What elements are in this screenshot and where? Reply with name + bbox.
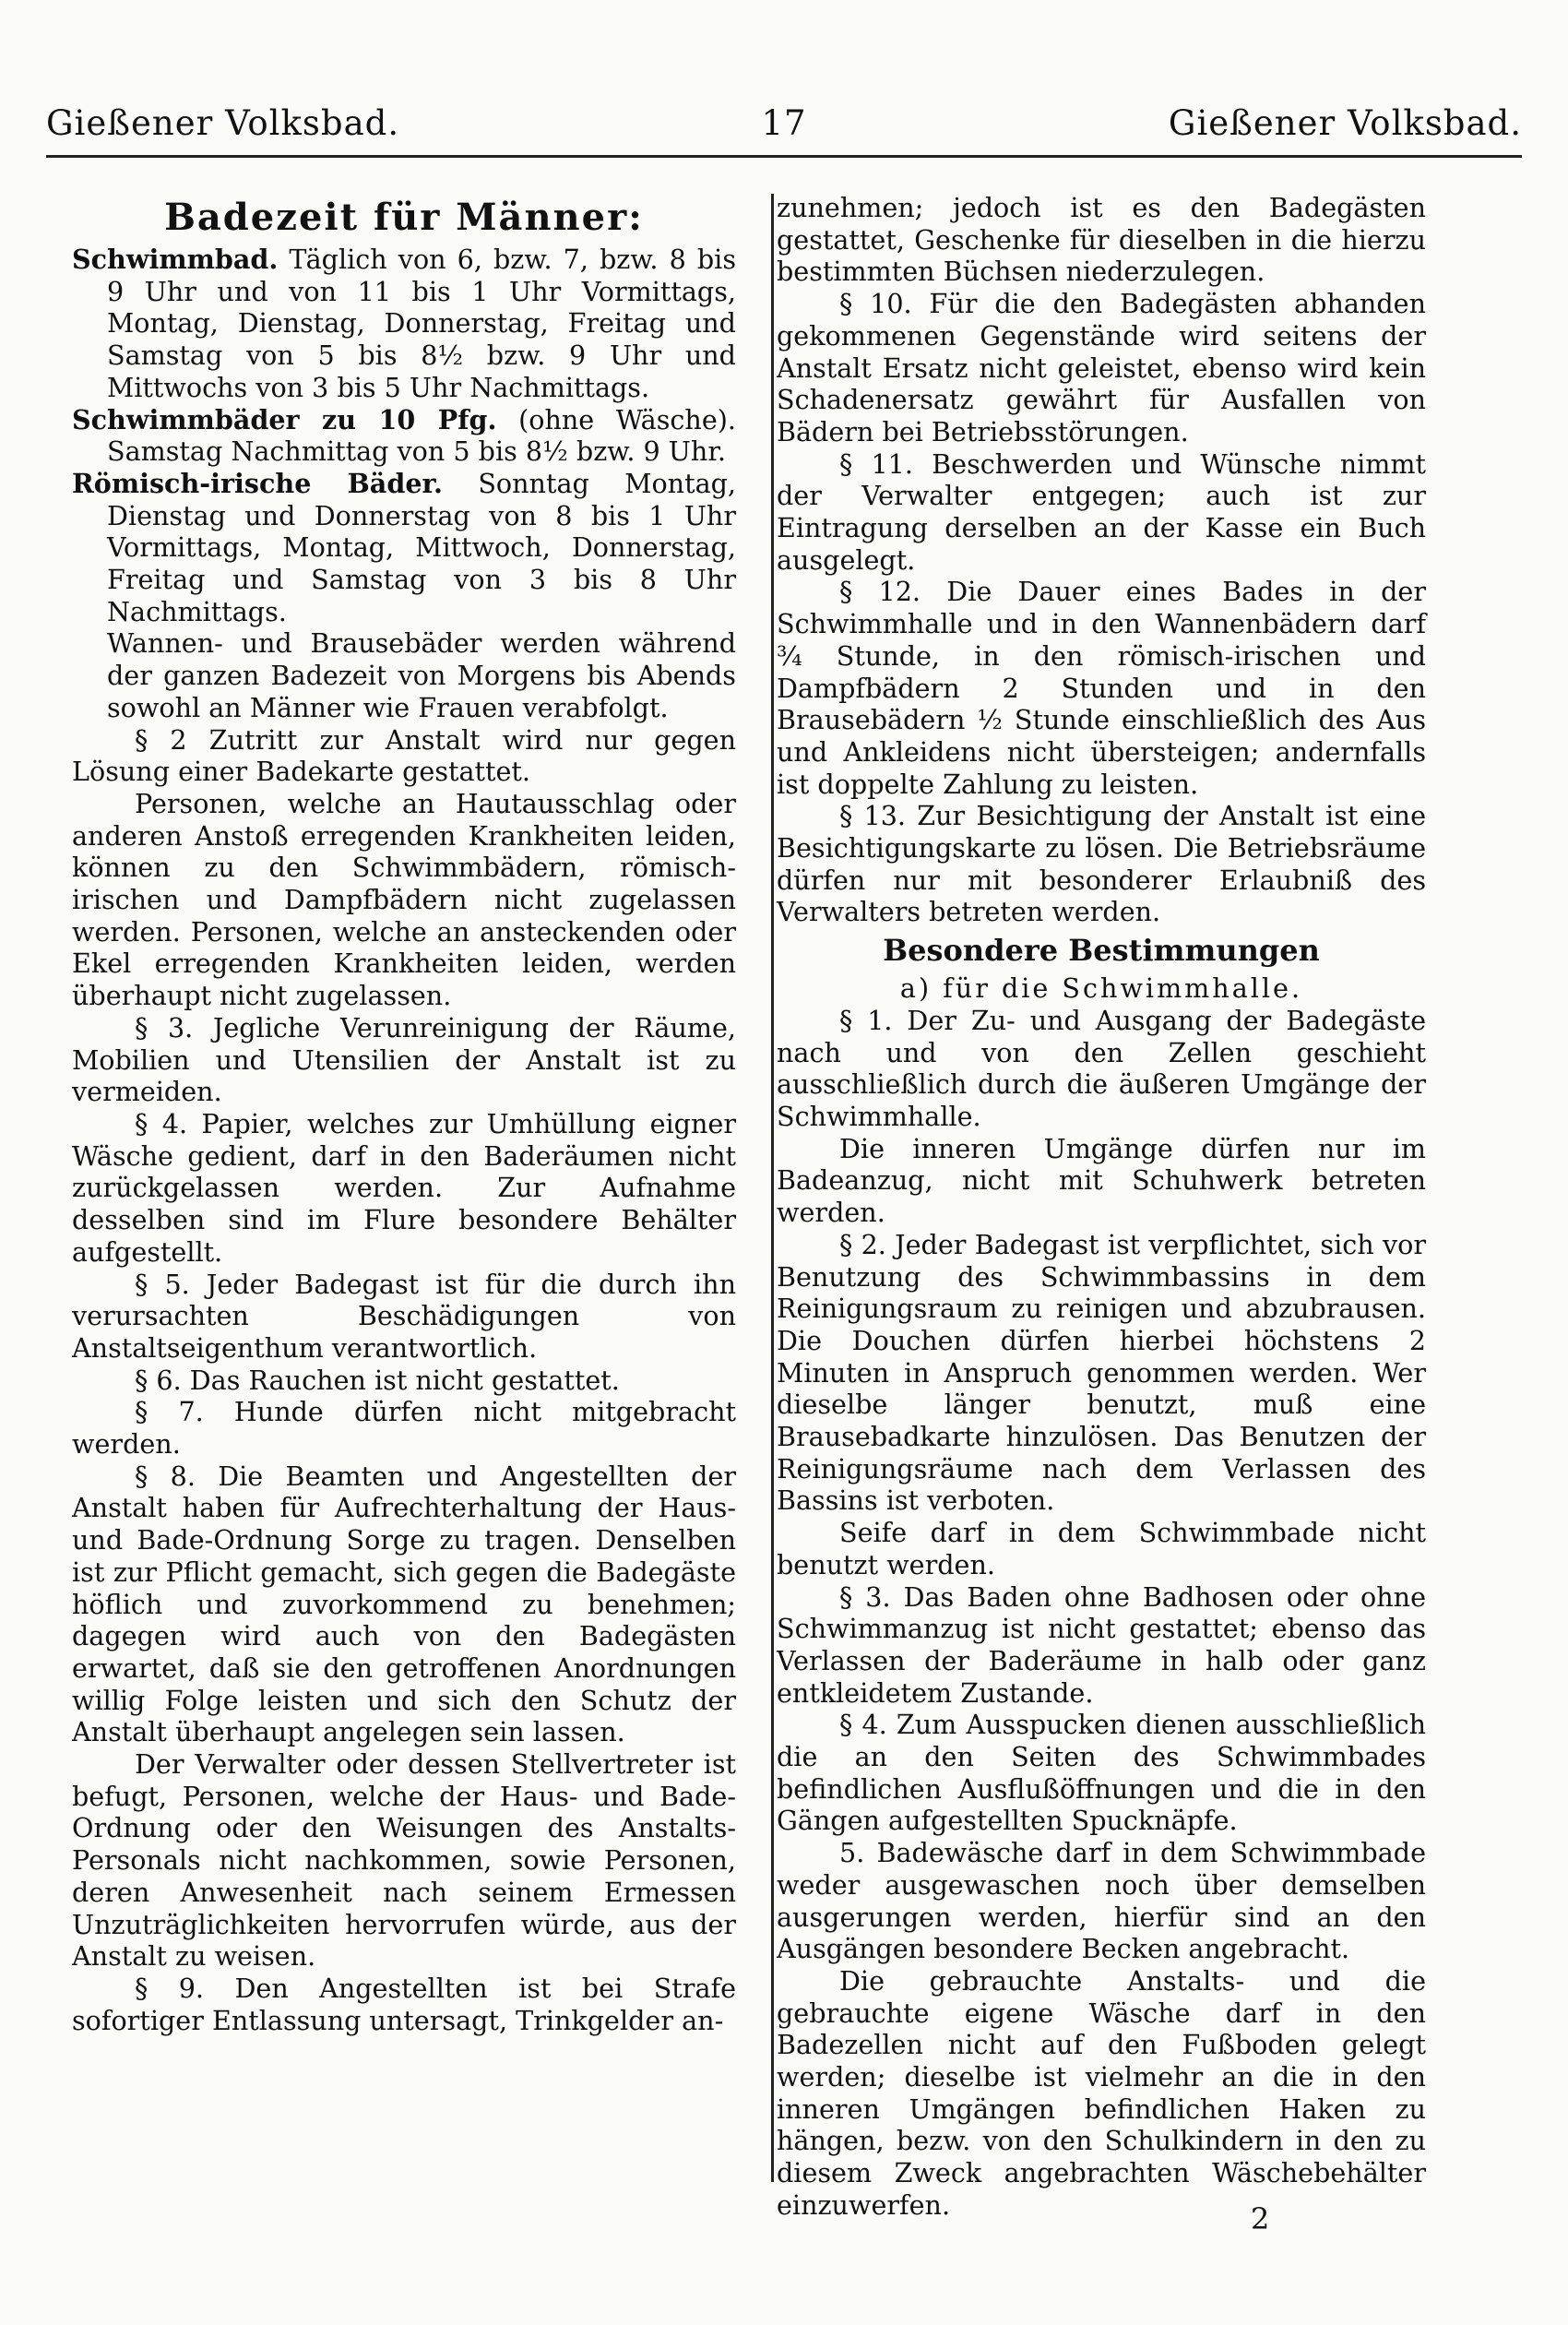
paragraph-9-continued: zunehmen; jedoch ist es den Badegästen gestattet, Geschenke für dieselben in die hierzu bestimmten Büchsen niederzulegen. xyxy=(777,192,1426,288)
paragraph-10: § 10. Für die den Badegästen abhanden gekommenen Gegenstände wird seitens der Anstalt Ersatz nicht geleistet, ebenso wird kein Schadenersatz gewährt für Ausfallen von Bädern bei Betriebsstörungen. xyxy=(777,288,1426,447)
rule-4: § 4. Zum Ausspucken dienen ausschließlich die an den Seiten des Schwimmbades befindlichen Ausflußöffnungen und die in den Gängen aufgestellten Spucknäpfe. xyxy=(777,1709,1426,1837)
paragraph-5: § 5. Jeder Badegast ist für die durch ihn verursachten Beschädigungen von Anstaltseigenthum verantwortlich. xyxy=(72,1268,736,1364)
rule-2b: Seife darf in dem Schwimmbade nicht benutzt werden. xyxy=(777,1517,1426,1580)
section-subtitle-swimhall: a) für die Schwimmhalle. xyxy=(899,972,1303,1005)
roemisch-label: Römisch-irische Bäder. xyxy=(72,467,443,499)
schwimmbad-label: Schwimmbad. xyxy=(72,244,279,275)
paragraph-7: § 7. Hunde dürfen nicht mitgebracht werden. xyxy=(72,1396,736,1461)
paragraph-2b: Personen, welche an Hautausschlag oder anderen Anstoß erregenden Krankheiten leiden, können zu den Schwimmbädern, römisch-irischen und Dampfbädern nicht zugelassen werden. Personen, welche an ansteckenden oder Ekel erregenden Krankheiten leiden, werden überhaupt nicht zugelassen. xyxy=(72,787,736,1012)
paragraph-3: § 3. Jegliche Verunreinigung der Räume, Mobilien und Utensilien der Anstalt ist zu vermeiden. xyxy=(72,1011,736,1108)
header-left-title: Gießener Volksbad. xyxy=(46,103,400,143)
rule-1: § 1. Der Zu- und Ausgang der Badegäste nach und von den Zellen geschieht ausschließlich durch die äußeren Umgänge der Schwimmhalle. xyxy=(777,1004,1426,1132)
paragraph-12: § 12. Die Dauer eines Bades in der Schwimmhalle und in den Wannenbädern darf ¾ Stunde, in den römisch-irischen und Dampfbädern 2 Stunden und in den Brausebädern ½ Stunde einschließlich des Aus und Ankleidens nicht übersteigen; andernfalls ist doppelte Zahlung zu leisten. xyxy=(777,576,1426,800)
rule-5: 5. Badewäsche darf in dem Schwimmbade weder ausgewaschen noch über demselben ausgerungen werden, hierfür sind an den Ausgängen besondere Becken angebracht. xyxy=(777,1837,1426,1965)
paragraph-8b: Der Verwalter oder dessen Stellvertreter ist befugt, Personen, welche der Haus- und Bade-Ordnung oder den Weisungen des Anstalts-Personals nicht nachkommen, sowie Personen, deren Anwesenheit nach seinem Ermessen Unzuträglichkeiten hervorrufen würde, aus der Anstalt zu weisen. xyxy=(72,1748,736,1973)
right-column xyxy=(777,192,1426,2222)
rule-2: § 2. Jeder Badegast ist verpflichtet, sich vor Benutzung des Schwimmbassins in dem Reinigungsraum zu reinigen und abzubrausen. Die Douchen dürfen hierbei höchstens 2 Minuten in Anspruch genommen werden. Wer dieselbe länger benutzt, muß eine Brausebadkarte hinzulösen. Das Benutzen der Reinigungsräume nach dem Verlassen des Bassins ist verboten. xyxy=(777,1228,1426,1517)
rule-1b: Die inneren Umgänge dürfen nur im Badeanzug, nicht mit Schuhwerk betreten werden. xyxy=(777,1132,1426,1229)
wannen-paragraph: Wannen- und Brausebäder werden während der ganzen Badezeit von Morgens bis Abends sowohl an Männer wie Frauen verabfolgt. xyxy=(107,627,736,723)
running-header xyxy=(46,103,1522,149)
roemisch-text: Sonntag Montag, Dienstag und Donnerstag von 8 bis 1 Uhr Vormittags, Montag, Mittwoch, Donnerstag, Freitag und Samstag von 3 bis 8 Uhr Nachmittags. xyxy=(107,467,737,627)
roemisch-entry xyxy=(72,468,736,628)
signature-mark: 2 xyxy=(1251,2201,1270,2236)
paragraph-6: § 6. Das Rauchen ist nicht gestattet. xyxy=(135,1364,620,1396)
rule-3: § 3. Das Baden ohne Badhosen oder ohne Schwimmanzug ist nicht gestattet; ebenso das Verlassen der Baderäume in halb oder ganz entkleidetem Zustande. xyxy=(777,1580,1426,1709)
section-title-men: Badezeit für Männer: xyxy=(164,196,644,239)
rule-5b: Die gebrauchte Anstalts- und die gebrauchte eigene Wäsche darf in den Badezellen nicht auf den Fußboden gelegt werden; dieselbe ist vielmehr an die in den inneren Umgängen befindlichen Haken zu hängen, bezw. von den Schulkindern in den zu diesem Zweck angebrachten Wäschebehälter einzuwerfen. xyxy=(777,1964,1426,2221)
header-right-title: Gießener Volksbad. xyxy=(1168,103,1522,143)
schwimmbaeder-label: Schwimmbäder zu 10 Pfg. xyxy=(72,403,497,435)
schwimmbaeder-entry xyxy=(72,404,736,468)
section-title-special: Besondere Bestimmungen xyxy=(883,933,1320,969)
schwimmbaeder-text: (ohne Wäsche). Samstag Nachmittag von 5 bis 8½ bzw. 9 Uhr. xyxy=(107,403,736,468)
header-rule xyxy=(46,155,1522,158)
paragraph-2: § 2 Zutritt zur Anstalt wird nur gegen Lösung einer Badekarte gestattet. xyxy=(72,723,736,788)
paragraph-8: § 8. Die Beamten und Angestellten der Anstalt haben für Aufrechterhaltung der Haus- und Bade-Ordnung Sorge zu tragen. Denselben ist zur Pflicht gemacht, sich gegen die Badegäste höflich und zuvorkommend zu benehmen; dagegen wird auch von den Badegästen erwartet, daß sie den getroffenen Anordnungen willig Folge leisten und sich den Schutz der Anstalt überhaupt angelegen sein lassen. xyxy=(72,1460,736,1748)
schwimmbad-text: Täglich von 6, bzw. 7, bzw. 8 bis 9 Uhr und von 11 bis 1 Uhr Vormittags, Montag, Dienstag, Donnerstag, Freitag und Samstag von 5 bis 8½ bzw. 9 Uhr und Mittwochs von 3 bis 5 Uhr Nachmittags. xyxy=(107,244,736,403)
column-divider xyxy=(771,194,774,2182)
left-column xyxy=(72,192,736,2036)
schwimmbad-entry xyxy=(72,244,736,404)
paragraph-9: § 9. Den Angestellten ist bei Strafe sofortiger Entlassung untersagt, Trinkgelder an- xyxy=(72,1972,736,2036)
paragraph-4: § 4. Papier, welches zur Umhüllung eigner Wäsche gedient, darf in den Baderäumen nicht zurückgelassen werden. Zur Aufnahme desselben sind im Flure besondere Behälter aufgestellt. xyxy=(72,1107,736,1268)
paragraph-13: § 13. Zur Besichtigung der Anstalt ist eine Besichtigungskarte zu lösen. Die Betriebsräume dürfen nur mit besonderer Erlaubniß des Verwalters betreten werden. xyxy=(777,800,1426,928)
paragraph-11: § 11. Beschwerden und Wünsche nimmt der Verwalter entgegen; auch ist zur Eintragung derselben an der Kasse ein Buch ausgelegt. xyxy=(777,447,1426,576)
page-number: 17 xyxy=(761,103,807,143)
